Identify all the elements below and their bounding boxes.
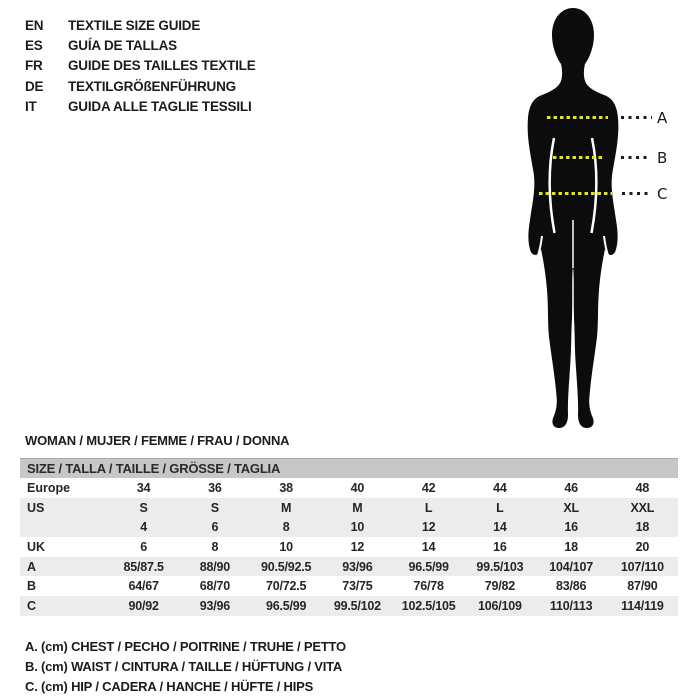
lang-code: ES — [25, 38, 43, 54]
lang-row-fr — [25, 56, 256, 76]
size-cell: 64/67 — [128, 579, 159, 594]
size-cell: 44 — [493, 480, 507, 495]
size-cell: 96.5/99 — [265, 598, 307, 613]
lang-row-en — [25, 15, 256, 35]
size-cell: 48 — [635, 480, 650, 495]
size-cell: 8 — [211, 539, 219, 554]
size-cell: 99.5/102 — [333, 598, 381, 613]
size-cell: 106/109 — [477, 598, 522, 613]
size-cell: 90.5/92.5 — [260, 559, 312, 574]
hip-line-on-body — [539, 192, 612, 195]
row-label: C — [27, 598, 37, 613]
hip-marker-label: C — [657, 185, 668, 203]
size-cell: 85/87.5 — [123, 559, 164, 574]
size-cell: 70/72.5 — [265, 579, 307, 594]
size-cell: 104/107 — [549, 559, 594, 574]
table-row-chest — [20, 557, 678, 577]
size-cell: 68/70 — [199, 579, 231, 594]
lang-code: FR — [25, 58, 43, 74]
lang-code: EN — [25, 17, 44, 33]
size-cell: 14 — [493, 520, 507, 535]
row-label: Europe — [27, 480, 71, 495]
table-row-waist — [20, 576, 678, 596]
size-cell: 16 — [493, 539, 507, 554]
chest-line-leader — [621, 116, 652, 119]
table-row-us-numeric — [20, 517, 678, 537]
size-cell: 93/96 — [199, 598, 231, 613]
lang-title: GUIDA ALLE TAGLIE TESSILI — [68, 99, 252, 115]
size-cell: 4 — [140, 520, 147, 535]
woman-silhouette-figure — [470, 0, 680, 430]
size-cell: 96.5/99 — [408, 559, 449, 574]
woman-silhouette-icon — [470, 0, 680, 430]
size-cell: S — [210, 500, 219, 515]
lang-row-de — [25, 76, 256, 96]
waist-line-on-body — [553, 156, 604, 159]
size-cell: 8 — [282, 520, 290, 535]
size-cell: 6 — [140, 539, 147, 554]
row-label: US — [27, 500, 45, 515]
size-cell: 14 — [421, 539, 436, 554]
size-cell: 12 — [421, 520, 436, 535]
size-cell: 18 — [635, 520, 650, 535]
legend-chest: A. (cm) CHEST / PECHO / POITRINE / TRUHE / PETTO — [25, 639, 346, 655]
chest-marker-label: A — [657, 109, 668, 127]
size-cell: 42 — [421, 480, 436, 495]
size-table — [20, 458, 678, 616]
table-row-us — [20, 498, 678, 518]
size-table-header: SIZE / TALLA / TAILLE / GRÖSSE / TAGLIA — [20, 458, 678, 478]
size-cell: 6 — [211, 520, 219, 535]
row-label: UK — [27, 539, 46, 554]
size-cell: 76/78 — [413, 579, 444, 594]
row-label: A — [27, 559, 37, 574]
legend-waist: B. (cm) WAIST / CINTURA / TAILLE / HÜFTUNG / VITA — [25, 659, 343, 675]
size-cell: 12 — [350, 539, 365, 554]
lang-row-it — [25, 97, 256, 117]
lang-title: GUIDE DES TAILLES TEXTILE — [68, 58, 256, 74]
lang-row-es — [25, 35, 256, 55]
lang-code: DE — [25, 78, 44, 94]
size-cell: S — [139, 500, 148, 515]
size-cell: 93/96 — [342, 559, 373, 574]
size-cell: 10 — [350, 520, 365, 535]
size-cell: 73/75 — [342, 579, 373, 594]
size-cell: 99.5/103 — [476, 559, 524, 574]
size-cell: 34 — [136, 480, 151, 495]
size-cell: L — [496, 500, 504, 515]
lang-title: TEXTILGRÖßENFÜHRUNG — [68, 78, 236, 94]
size-cell: 88/90 — [199, 559, 231, 574]
size-cell: 38 — [279, 480, 293, 495]
size-cell: 10 — [279, 539, 293, 554]
size-cell: 40 — [350, 480, 365, 495]
size-cell: M — [352, 500, 363, 515]
language-title-block — [25, 15, 256, 117]
table-row-europe — [20, 478, 678, 498]
size-cell: 18 — [564, 539, 578, 554]
size-cell: 36 — [208, 480, 222, 495]
size-cell: 102.5/105 — [401, 598, 456, 613]
size-cell: L — [424, 500, 433, 515]
size-cell: 79/82 — [484, 579, 516, 594]
chest-line-on-body — [547, 116, 608, 119]
size-cell: XXL — [630, 500, 655, 515]
lang-title: GUÍA DE TALLAS — [68, 38, 177, 54]
size-cell: 83/86 — [555, 579, 587, 594]
section-title-woman: WOMAN / MUJER / FEMME / FRAU / DONNA — [25, 433, 290, 448]
waist-marker-label: B — [657, 149, 668, 167]
lang-code: IT — [25, 99, 37, 115]
size-cell: 107/110 — [620, 559, 664, 574]
table-row-uk — [20, 537, 678, 557]
size-cell: 20 — [635, 539, 650, 554]
row-label: B — [27, 579, 37, 594]
size-cell: 90/92 — [128, 598, 159, 613]
table-row-hip — [20, 596, 678, 616]
size-cell: 46 — [564, 480, 578, 495]
hip-line-leader — [622, 192, 650, 195]
legend-hip: C. (cm) HIP / CADERA / HANCHE / HÜFTE / HIPS — [25, 678, 314, 694]
measurement-legend — [25, 637, 346, 696]
size-cell: 110/113 — [549, 598, 593, 613]
size-cell: XL — [563, 500, 579, 515]
size-cell: 16 — [564, 520, 578, 535]
size-cell: 114/119 — [621, 598, 664, 613]
size-cell: 87/90 — [627, 579, 658, 594]
lang-title: TEXTILE SIZE GUIDE — [68, 17, 201, 33]
waist-line-leader — [621, 156, 650, 159]
size-cell: M — [281, 500, 292, 515]
